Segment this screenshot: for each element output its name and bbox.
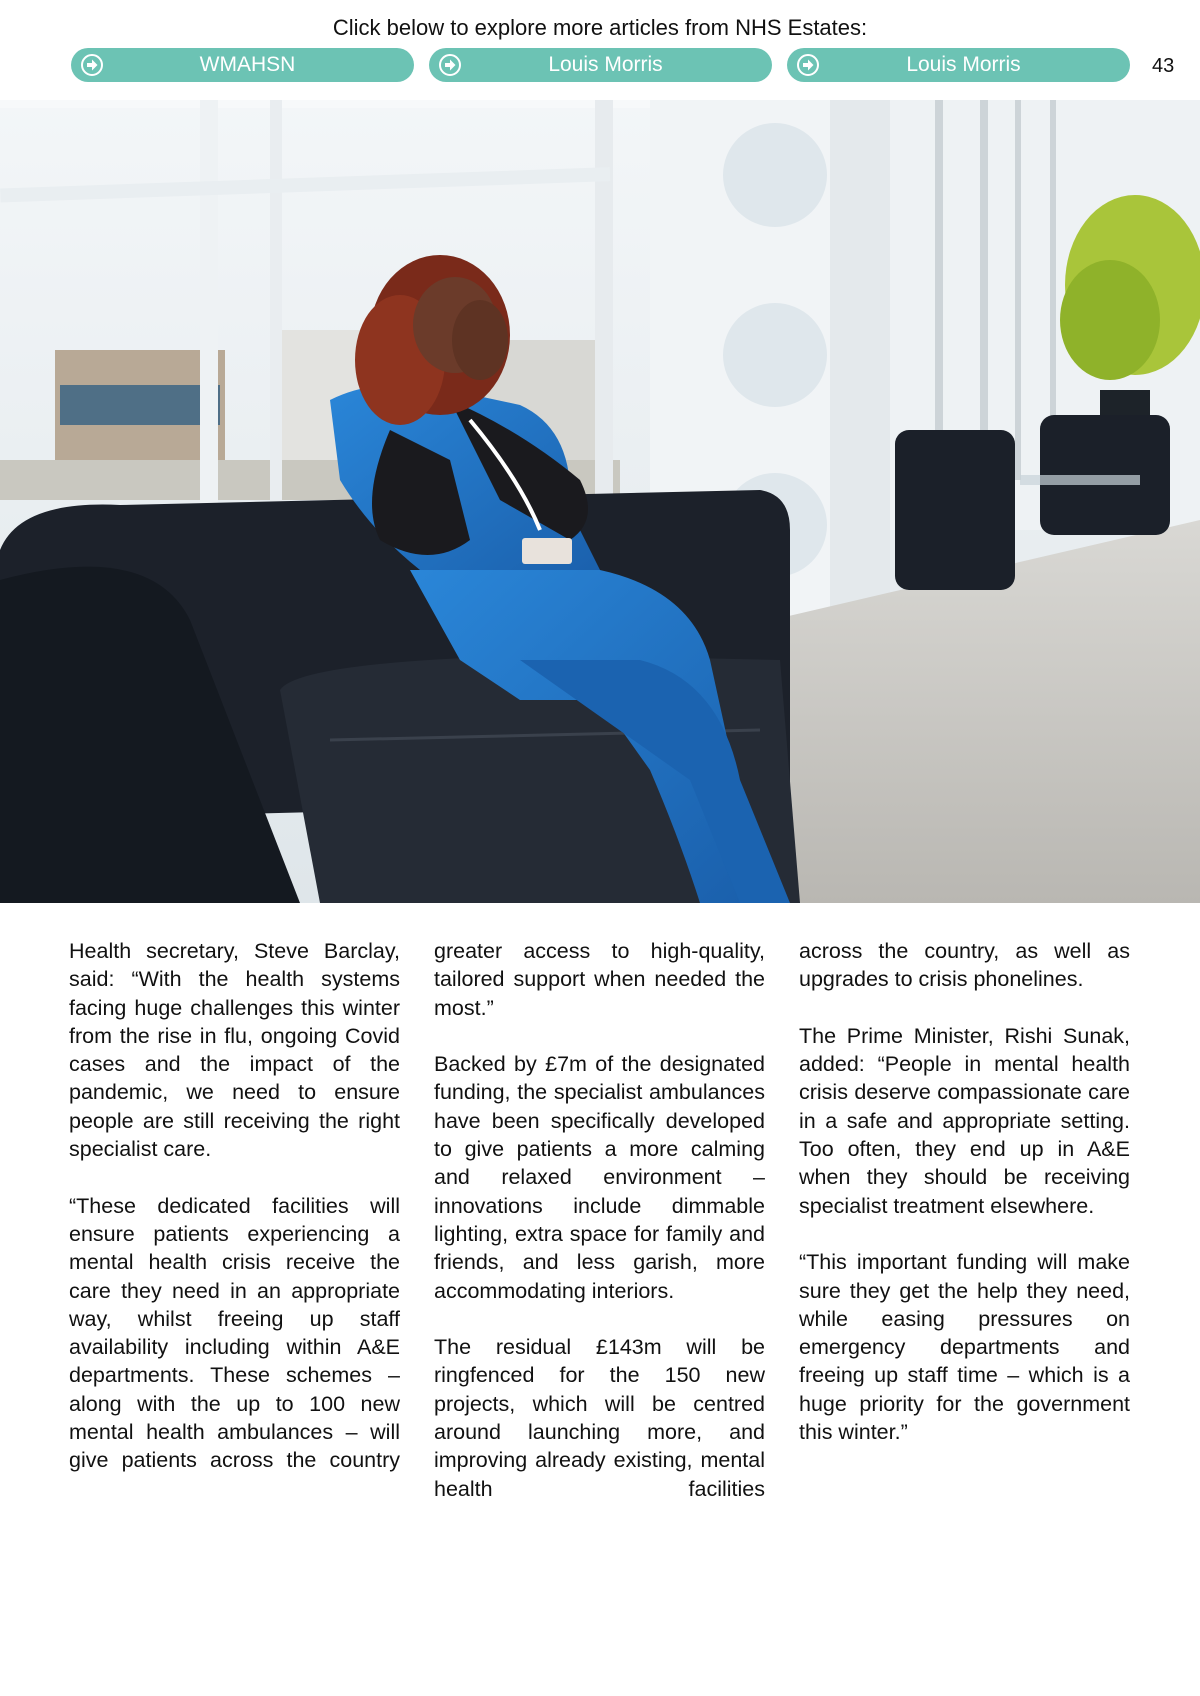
- article-paragraph: Health secretary, Steve Barclay, said: “With the health systems facing huge challenges this winter from the rise in flu, ongoing Covid cases and the impact of the pandemic, we need to ensure people are still receiving the right specialist care.: [69, 939, 400, 1162]
- nav-button-louis-morris-1[interactable]: [429, 48, 772, 82]
- nav-button-louis-morris-2[interactable]: [787, 48, 1130, 82]
- article-paragraph: greater access to high-quality, tailored support when needed the most.”: [434, 939, 765, 1020]
- article-paragraph: “These dedicated facilities will ensure patients experiencing a mental health crisis receive the care they need in an appropriate way, whilst freeing up staff availability including within A&E departments. These schemes – along with the up to 100 new mental health ambulances – will give patients across the country: [69, 1193, 400, 1473]
- nav-button-label: Louis Morris: [906, 53, 1021, 76]
- hero-photo: [0, 100, 1200, 903]
- article-paragraph: Backed by £7m of the designated funding, the specialist ambulances have been specifically developed to give patients a more calming and relaxed environment – innovations include dimmable lighting, extra space for family and friends, and less garish, more accommodating interiors.: [434, 1052, 765, 1303]
- arrow-right-circle-icon: [439, 54, 461, 76]
- article-column-1: [69, 937, 400, 1475]
- article-column-2: [434, 937, 765, 1503]
- nav-button-label: Louis Morris: [548, 53, 663, 76]
- nav-button-wmahsn[interactable]: [71, 48, 414, 82]
- arrow-right-circle-icon: [81, 54, 103, 76]
- nav-button-label: WMAHSN: [199, 53, 296, 76]
- header-text: Click below to explore more articles from NHS Estates:: [332, 15, 868, 40]
- page-number: 43: [1152, 55, 1175, 77]
- article-paragraph: “This important funding will make sure they get the help they need, while easing pressures on emergency departments and freeing up staff time – which is a huge priority for the government this winter.”: [799, 1250, 1130, 1445]
- article-paragraph: The Prime Minister, Rishi Sunak, added: “People in mental health crisis deserve compassionate care in a safe and appropriate setting. Too often, they end up in A&E when they should be receiving specialist treatment elsewhere.: [799, 1023, 1130, 1218]
- article-column-3: [799, 937, 1130, 1446]
- article-paragraph: The residual £143m will be ringfenced for the 150 new projects, which will be centred around launching more, and improving already existing, mental health facilities: [434, 1335, 765, 1501]
- arrow-right-circle-icon: [797, 54, 819, 76]
- photo-illustration: [0, 100, 1200, 903]
- article-paragraph: across the country, as well as upgrades to crisis phonelines.: [799, 939, 1130, 992]
